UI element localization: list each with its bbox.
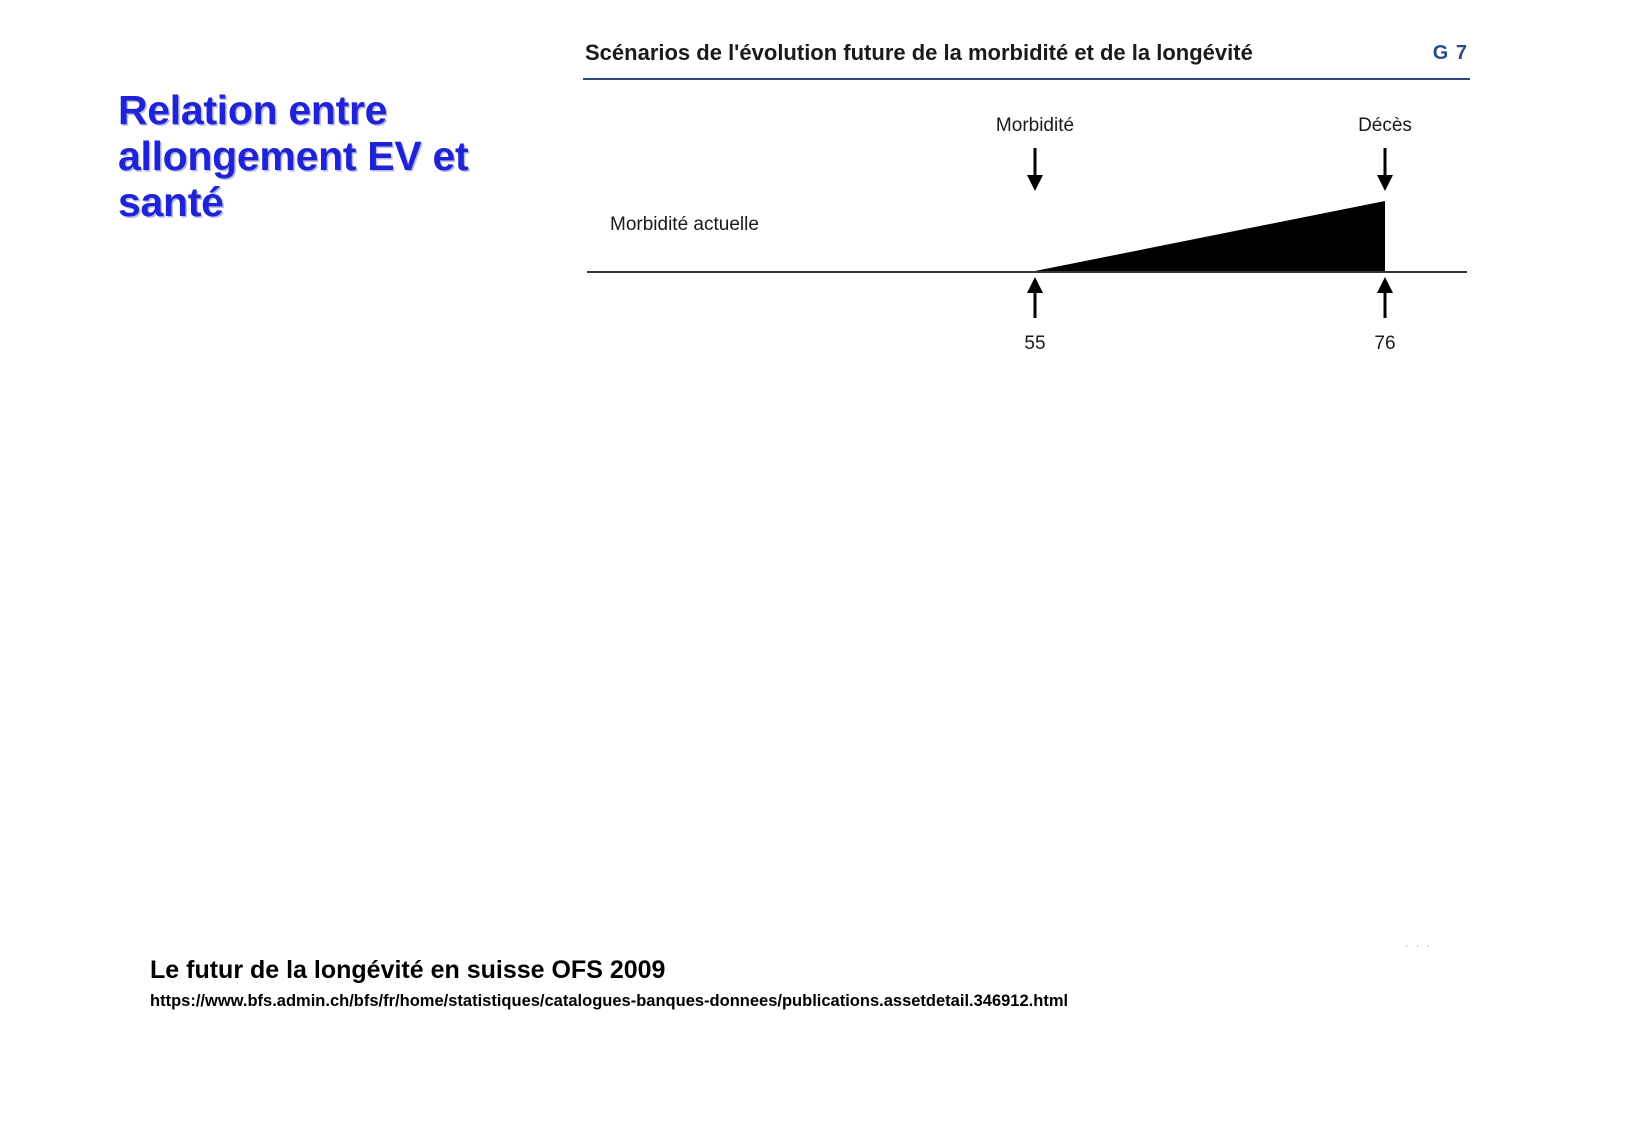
morbidity-up-arrow-icon (1027, 277, 1043, 318)
page-marker: · · · (1405, 940, 1433, 952)
slide-title: Relation entre allongement EV et santé (118, 87, 469, 225)
figure-chart-area (583, 78, 1470, 366)
figure-number: G 7 (1432, 42, 1468, 64)
death-label: Décès (1358, 115, 1412, 136)
source-url[interactable]: https://www.bfs.admin.ch/bfs/fr/home/statistiques/catalogues-banques-donnees/publications.assetdetail.346912.html (150, 992, 1069, 1011)
baseline-label: Morbidité actuelle (610, 214, 759, 235)
source-title: Le futur de la longévité en suisse OFS 2009 (150, 956, 666, 984)
figure-container (583, 36, 1470, 366)
morbidity-label: Morbidité (995, 115, 1075, 136)
death-up-arrow-icon (1377, 277, 1393, 318)
tick-label-55: 55 (1024, 333, 1046, 354)
morbidity-area-shape (1035, 201, 1385, 271)
figure-title: Scénarios de l'évolution future de la morbidité et de la longévité (585, 40, 1253, 65)
morbidity-down-arrow-icon (1027, 148, 1043, 191)
source-block (150, 955, 1450, 1011)
tick-label-76: 76 (1374, 333, 1396, 354)
death-down-arrow-icon (1377, 148, 1393, 191)
figure-header (583, 36, 1470, 80)
